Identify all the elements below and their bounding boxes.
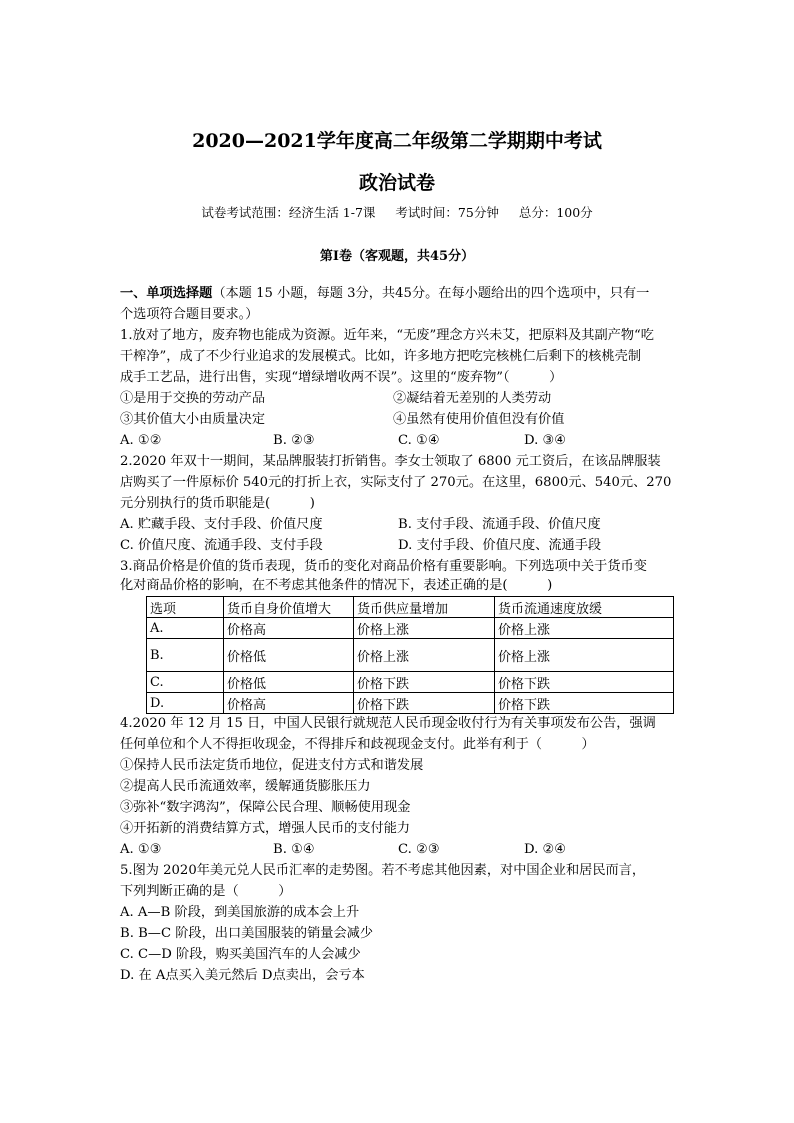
q3-stem-line2: 化对商品价格的影响，在不考虑其他条件的情况下，表述正确的是( ) xyxy=(120,578,553,593)
q3-table-cell: 价格上涨 xyxy=(495,618,674,639)
q3-table xyxy=(146,596,674,714)
q3-table-cell: 价格下跌 xyxy=(354,672,495,693)
q3-table-cell: 价格低 xyxy=(224,639,354,672)
q3-table-cell: 价格下跌 xyxy=(354,693,495,714)
q5-option-b: B. B—C 阶段，出口美国服装的销量会减少 xyxy=(120,926,374,941)
q5-stem-line2: 下列判断正确的是（ ） xyxy=(120,884,292,899)
q1-statement-1: ①是用于交换的劳动产品 xyxy=(120,391,266,406)
q1-option-b: B. ②③ xyxy=(273,433,315,448)
q3-table-header-cell: 选项 xyxy=(147,597,224,618)
q5-stem-line1: 5.图为 2020年美元兑人民币汇率的走势图。若不考虑其他因素，对中国企业和居民而言， xyxy=(120,863,646,878)
q1-option-c: C. ①④ xyxy=(398,433,440,448)
q4-statement-2: ②提高人民币流通效率，缓解通货膨胀压力 xyxy=(120,779,371,794)
q4-stem-line1: 4.2020 年 12 月 15 日，中国人民银行就规范人民币现金收付行为有关事项发布公告，强调 xyxy=(120,716,656,731)
q4-stem-line2: 任何单位和个人不得拒收现金，不得排斥和歧视现金支付。此举有利于（ ） xyxy=(120,737,595,752)
q5-option-c: C. C—D 阶段，购买美国汽车的人会减少 xyxy=(120,947,361,962)
exam-subtitle: 政治试卷 xyxy=(358,172,435,194)
part1-heading: 一、单项选择题 xyxy=(120,286,213,301)
q2-stem-line1: 2.2020 年双十一期间，某品牌服装打折销售。李女士领取了 6800 元工资后，在该品牌服装 xyxy=(120,454,661,469)
exam-title: 2020—2021学年度高二年级第二学期期中考试 xyxy=(192,130,602,152)
q2-option-d: D. 支付手段、价值尺度、流通手段 xyxy=(398,538,602,553)
q1-stem-line3: 成手工艺品，进行出售，实现“增绿增收两不误”。这里的“废弃物”（ ） xyxy=(120,370,563,385)
q4-option-b: B. ①④ xyxy=(273,842,315,857)
q4-option-a: A. ①③ xyxy=(120,842,162,857)
q1-stem-line2: 干榨净”，成了不少行业追求的发展模式。比如，许多地方把吃完核桃仁后剩下的核桃壳制 xyxy=(120,349,642,364)
q3-table-cell: 价格上涨 xyxy=(354,639,495,672)
q4-statement-1: ①保持人民币法定货币地位，促进支付方式和谐发展 xyxy=(120,758,424,773)
q3-table-cell: 价格下跌 xyxy=(495,672,674,693)
q3-table-row xyxy=(147,672,674,693)
q5-option-d: D. 在 A点买入美元然后 D点卖出，会亏本 xyxy=(120,968,365,983)
q3-table-header-row xyxy=(147,597,674,618)
section-title: 第Ⅰ卷（客观题，共45分） xyxy=(319,249,475,264)
q1-option-d: D. ③④ xyxy=(524,433,567,448)
exam-score: 总分：100分 xyxy=(518,205,593,220)
q3-table-row xyxy=(147,618,674,639)
q3-table-cell: 价格上涨 xyxy=(495,639,674,672)
q2-option-b: B. 支付手段、流通手段、价值尺度 xyxy=(398,517,601,532)
q3-table-header-cell: 货币流通速度放缓 xyxy=(495,597,674,618)
q2-option-a: A. 贮藏手段、支付手段、价值尺度 xyxy=(120,517,323,532)
q1-statement-3: ③其价值大小由质量决定 xyxy=(120,412,266,427)
q3-table-cell: 价格低 xyxy=(224,672,354,693)
exam-scope: 试卷考试范围：经济生活 1-7课 xyxy=(201,205,376,220)
q4-option-c: C. ②③ xyxy=(398,842,440,857)
part1-intro-text: （本题 15 小题，每题 3分，共45分。在每小题给出的四个选项中，只有一 xyxy=(212,286,650,301)
q3-table-row xyxy=(147,693,674,714)
q1-statement-4: ④虽然有使用价值但没有价值 xyxy=(393,412,565,427)
q4-option-d: D. ②④ xyxy=(524,842,567,857)
q1-statement-2: ②凝结着无差别的人类劳动 xyxy=(393,391,552,406)
part1-intro-line1 xyxy=(120,284,649,304)
q3-table-header-cell: 货币自身价值增大 xyxy=(224,597,354,618)
q1-option-a: A. ①② xyxy=(120,433,162,448)
q3-table-cell: 价格上涨 xyxy=(354,618,495,639)
q3-table-header-cell: 货币供应量增加 xyxy=(354,597,495,618)
q3-table-cell: 价格下跌 xyxy=(495,693,674,714)
q3-table-row xyxy=(147,639,674,672)
q5-option-a: A. A—B 阶段，到美国旅游的成本会上升 xyxy=(120,905,360,920)
q2-stem-line2: 店购买了一件原标价 540元的打折上衣，实际支付了 270元。在这里，6800元、540元、270 xyxy=(120,475,672,490)
q4-statement-3: ③弥补“数字鸿沟”，保障公民合理、顺畅使用现金 xyxy=(120,800,411,815)
q2-option-c: C. 价值尺度、流通手段、支付手段 xyxy=(120,538,323,553)
q3-table-cell: 价格高 xyxy=(224,618,354,639)
exam-time: 考试时间：75分钟 xyxy=(395,205,499,220)
q3-table-cell: 价格高 xyxy=(224,693,354,714)
exam-meta xyxy=(0,203,794,221)
q2-stem-line3: 元分别执行的货币职能是( ) xyxy=(120,496,315,511)
q3-table-cell: D. xyxy=(147,693,224,714)
part1-intro-line2: 个选项符合题目要求。） xyxy=(120,307,259,322)
q3-table-cell: A. xyxy=(147,618,224,639)
q3-table-cell: B. xyxy=(147,639,224,672)
q3-stem-line1: 3.商品价格是价值的货币表现，货币的变化对商品价格有重要影响。下列选项中关于货币变 xyxy=(120,559,647,574)
q1-stem-line1: 1.放对了地方，废弃物也能成为资源。近年来，“无废”理念方兴未艾，把原料及其副产物“吃 xyxy=(120,328,654,343)
q3-table-cell: C. xyxy=(147,672,224,693)
q4-statement-4: ④开拓新的消费结算方式，增强人民币的支付能力 xyxy=(120,821,411,836)
